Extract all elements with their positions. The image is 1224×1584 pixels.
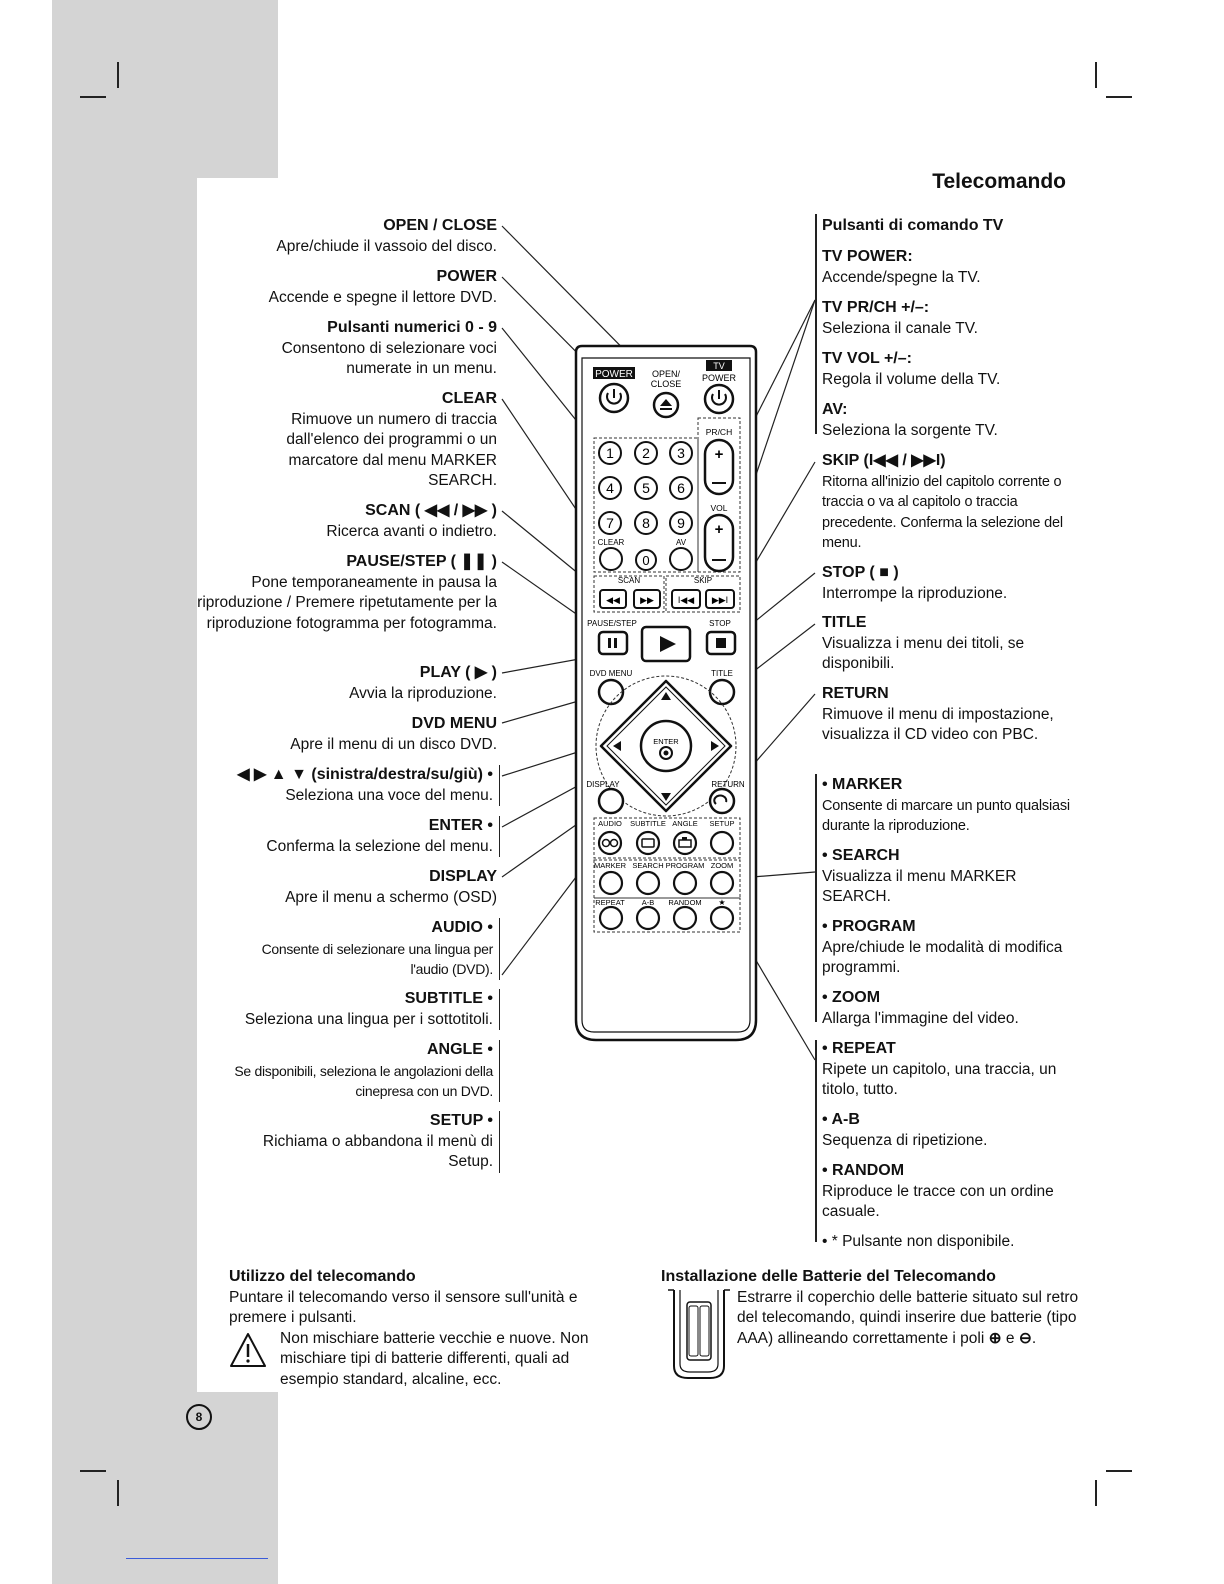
angle-button[interactable] (674, 832, 696, 854)
scan-back-button[interactable] (600, 590, 626, 608)
desc-text: Riproduce le tracce con un ordine casuale. (822, 1182, 1054, 1220)
tv-vol-rocker[interactable] (705, 515, 733, 571)
program-label: PROGRAM (665, 861, 705, 870)
skip-back-button[interactable] (672, 590, 700, 608)
zoom-label: ZOOM (710, 861, 734, 870)
subtitle-button[interactable] (637, 832, 659, 854)
battery-conjunction: e (1005, 1329, 1015, 1347)
desc-text: Conferma la selezione del menu. (266, 837, 493, 855)
prch-label: PR/CH (705, 427, 733, 437)
title-label: TITLE (711, 669, 733, 678)
desc-text: Regola il volume della TV. (822, 370, 1001, 388)
desc-title: SUBTITLE • (404, 990, 493, 1007)
usage-warning: Non mischiare batterie vecchie e nuove. Non mischiare tipi di batterie differenti, quali ad esempio standard, alcaline, ecc. (280, 1329, 589, 1388)
desc-title: PLAY ( ▶ ) (419, 664, 497, 681)
desc-title: SCAN ( ◀◀ / ▶▶ ) (365, 502, 497, 519)
footnote: • * Pulsante non disponibile. (822, 1233, 1015, 1250)
av-button[interactable] (670, 548, 692, 570)
skip-label: SKIP (693, 576, 713, 585)
skip-previous-icon: I◀◀ (677, 595, 695, 605)
title-button[interactable] (710, 680, 734, 704)
desc-text: Seleziona una lingua per i sottotitoli. (244, 1010, 493, 1028)
desc-title: PAUSE/STEP ( ❚❚ ) (346, 553, 497, 570)
dvd-menu-label: DVD MENU (589, 669, 633, 678)
desc-text: Seleziona il canale TV. (822, 319, 978, 337)
battery-heading: Installazione delle Batterie del Telecomando (661, 1268, 996, 1285)
number-button-5[interactable] (635, 477, 657, 499)
audio-button[interactable] (599, 832, 621, 854)
desc-text: Apre il menu di un disco DVD. (290, 735, 497, 753)
desc-title: • PROGRAM (822, 918, 916, 935)
pause-step-button[interactable] (599, 632, 627, 654)
stop-icon (716, 638, 726, 648)
desc-text: Apre/chiude il vassoio del disco. (276, 237, 497, 255)
desc-text: Ripete un capitolo, una traccia, un titolo, tutto. (822, 1060, 1057, 1098)
skip-forward-button[interactable] (706, 590, 734, 608)
zoom-button[interactable] (711, 872, 733, 894)
battery-end: . (1031, 1329, 1037, 1347)
return-button[interactable] (710, 789, 734, 813)
tv-power-button[interactable] (705, 385, 733, 413)
battery-text: Estrarre il coperchio delle batterie situato sul retro del telecomando, quindi inserire due batterie (tipo AAA) allineando correttamente i poli (737, 1288, 1079, 1347)
scan-label: SCAN (617, 576, 641, 585)
open-close-label: CLOSE (650, 379, 682, 389)
desc-text: Seleziona la sorgente TV. (822, 421, 998, 439)
number-button-4[interactable] (599, 477, 621, 499)
number-label: 2 (642, 445, 650, 461)
star-label: ★ (718, 898, 726, 907)
tv-power-label: POWER (701, 373, 737, 383)
desc-title: • SEARCH (822, 847, 900, 864)
warning-icon (229, 1332, 267, 1368)
clear-button[interactable] (600, 548, 622, 570)
desc-text: Apre/chiude le modalità di modifica programmi. (822, 938, 1063, 976)
desc-title: DISPLAY (429, 868, 497, 885)
number-button-1[interactable] (599, 442, 621, 464)
desc-title: TV VOL +/–: (822, 350, 912, 367)
random-button[interactable] (674, 907, 696, 929)
number-label: 3 (677, 445, 685, 461)
open-close-button[interactable] (654, 393, 678, 417)
vol-label: VOL (710, 503, 728, 513)
desc-title: TV POWER: (822, 248, 913, 265)
stop-button[interactable] (707, 632, 735, 654)
number-button-0[interactable] (636, 550, 656, 570)
desc-title: ◀ ▶ ▲ ▼ (sinistra/destra/su/giù) • (237, 766, 493, 783)
desc-text: Consente di selezionare una lingua per l'audio (DVD). (261, 940, 493, 977)
angle-label: ANGLE (672, 819, 698, 828)
marker-button[interactable] (600, 872, 622, 894)
usage-section (229, 1267, 624, 1390)
desc-title: POWER (436, 268, 497, 285)
number-label: 0 (642, 553, 650, 568)
desc-text: Allarga l'immagine del video. (822, 1009, 1019, 1027)
desc-text: Apre il menu a schermo (OSD) (285, 888, 497, 906)
tv-label: TV (713, 361, 725, 371)
scan-forward-button[interactable] (634, 590, 660, 608)
skip-next-icon: ▶▶I (711, 595, 729, 605)
desc-text: Interrompe la riproduzione. (822, 584, 1008, 602)
return-label: RETURN (711, 780, 745, 789)
desc-title: SKIP (I◀◀ / ▶▶I) (822, 452, 946, 469)
number-button-3[interactable] (670, 442, 692, 464)
desc-title: TV PR/CH +/–: (822, 299, 930, 316)
search-button[interactable] (637, 872, 659, 894)
display-button[interactable] (599, 789, 623, 813)
number-label: 4 (606, 480, 614, 496)
repeat-button[interactable] (600, 907, 622, 929)
power-button[interactable] (600, 384, 628, 412)
desc-title: AV: (822, 401, 848, 418)
desc-text: Se disponibili, seleziona le angolazioni della cinepresa con un DVD. (234, 1062, 493, 1099)
open-close-label: OPEN/ (651, 369, 681, 379)
number-label: 9 (677, 515, 685, 531)
usage-text: Puntare il telecomando verso il sensore sull'unità e premere i pulsanti. (229, 1288, 578, 1326)
audio-label: AUDIO (598, 819, 622, 828)
fast-forward-icon: ▶▶ (640, 595, 654, 605)
display-label: DISPLAY (586, 780, 620, 789)
desc-title: STOP ( ■ ) (822, 564, 899, 581)
setup-label: SETUP (709, 819, 735, 828)
desc-title: • A-B (822, 1111, 860, 1128)
desc-text: Accende e spegne il lettore DVD. (268, 288, 497, 306)
desc-text: Consente di marcare un punto qualsiasi durante la riproduzione. (822, 797, 1070, 834)
desc-title: • MARKER (822, 776, 903, 793)
number-label: 7 (606, 515, 614, 531)
clear-label: CLEAR (597, 538, 625, 547)
number-button-8[interactable] (635, 512, 657, 534)
program-button[interactable] (674, 872, 696, 894)
desc-title: DVD MENU (411, 715, 497, 732)
setup-button[interactable] (711, 832, 733, 854)
desc-text: Ricerca avanti o indietro. (326, 522, 497, 540)
desc-title: AUDIO • (431, 919, 493, 936)
desc-title: Pulsanti di comando TV (822, 217, 1004, 234)
ab-button[interactable] (637, 907, 659, 929)
number-button-7[interactable] (599, 512, 621, 534)
desc-text: Rimuove il menu di impostazione, visualizza il CD video con PBC. (822, 705, 1054, 743)
plus-icon: + (714, 446, 724, 463)
stop-label: STOP (709, 619, 731, 628)
page-number: 8 (186, 1404, 212, 1430)
desc-title: • ZOOM (822, 989, 881, 1006)
power-label: POWER (595, 369, 633, 380)
star-button[interactable] (711, 907, 733, 929)
desc-title: • REPEAT (822, 1040, 896, 1057)
rewind-icon: ◀◀ (606, 595, 620, 605)
desc-text: Accende/spegne la TV. (822, 268, 981, 286)
desc-text: Ritorna all'inizio del capitolo corrente o traccia o va al capitolo o traccia precedente. Conferma la selezione del menu. (822, 473, 1063, 551)
repeat-label: REPEAT (595, 898, 625, 907)
page-title: Telecomando (932, 170, 1066, 193)
desc-title: OPEN / CLOSE (383, 217, 497, 234)
plus-pole-icon: ⊕ (988, 1329, 1002, 1347)
desc-text: Seleziona una voce del menu. (285, 786, 493, 804)
desc-text: Pone temporaneamente in pausa la riproduzione / Premere ripetutamente per la riproduzione fotogramma per fotogramma. (197, 573, 497, 632)
desc-title: CLEAR (441, 390, 497, 407)
desc-title: ENTER • (428, 817, 493, 834)
search-label: SEARCH (632, 861, 664, 870)
usage-heading: Utilizzo del telecomando (229, 1268, 416, 1285)
desc-text: Sequenza di ripetizione. (822, 1131, 988, 1149)
desc-text: Visualizza il menu MARKER SEARCH. (822, 867, 1017, 905)
desc-title: ANGLE • (426, 1041, 493, 1058)
pause-step-label: PAUSE/STEP (587, 619, 637, 628)
desc-title: TITLE (822, 614, 867, 631)
number-label: 1 (606, 445, 614, 461)
dvd-menu-button[interactable] (599, 680, 623, 704)
number-button-2[interactable] (635, 442, 657, 464)
desc-title: SETUP • (429, 1112, 493, 1129)
desc-text: Richiama o abbandona il menù di Setup. (262, 1132, 493, 1170)
marker-label: MARKER (593, 861, 627, 870)
number-button-6[interactable] (670, 477, 692, 499)
ab-label: A-B (641, 898, 655, 907)
desc-text: Visualizza i menu dei titoli, se disponibili. (822, 634, 1025, 672)
desc-title: • RANDOM (822, 1162, 905, 1179)
number-label: 8 (642, 515, 650, 531)
plus-icon: + (714, 521, 724, 538)
battery-compartment-illustration (668, 1288, 730, 1380)
av-label: AV (675, 538, 687, 547)
desc-title: RETURN (822, 685, 889, 702)
number-button-9[interactable] (670, 512, 692, 534)
enter-label: ENTER (653, 737, 679, 746)
number-label: 6 (677, 480, 685, 496)
desc-title: Pulsanti numerici 0 - 9 (327, 319, 497, 336)
tv-prch-rocker[interactable] (705, 440, 733, 494)
subtitle-label: SUBTITLE (630, 819, 666, 828)
desc-text: Avvia la riproduzione. (349, 684, 497, 702)
desc-text: Rimuove un numero di traccia dall'elenco dei programmi o un marcatore dal menu MARKER SEARCH. (286, 410, 497, 489)
play-button[interactable] (642, 627, 690, 661)
desc-text: Consentono di selezionare voci numerate in un menu. (281, 339, 497, 377)
random-label: RANDOM (668, 898, 702, 907)
minus-pole-icon: ⊖ (1018, 1329, 1032, 1347)
number-label: 5 (642, 480, 650, 496)
